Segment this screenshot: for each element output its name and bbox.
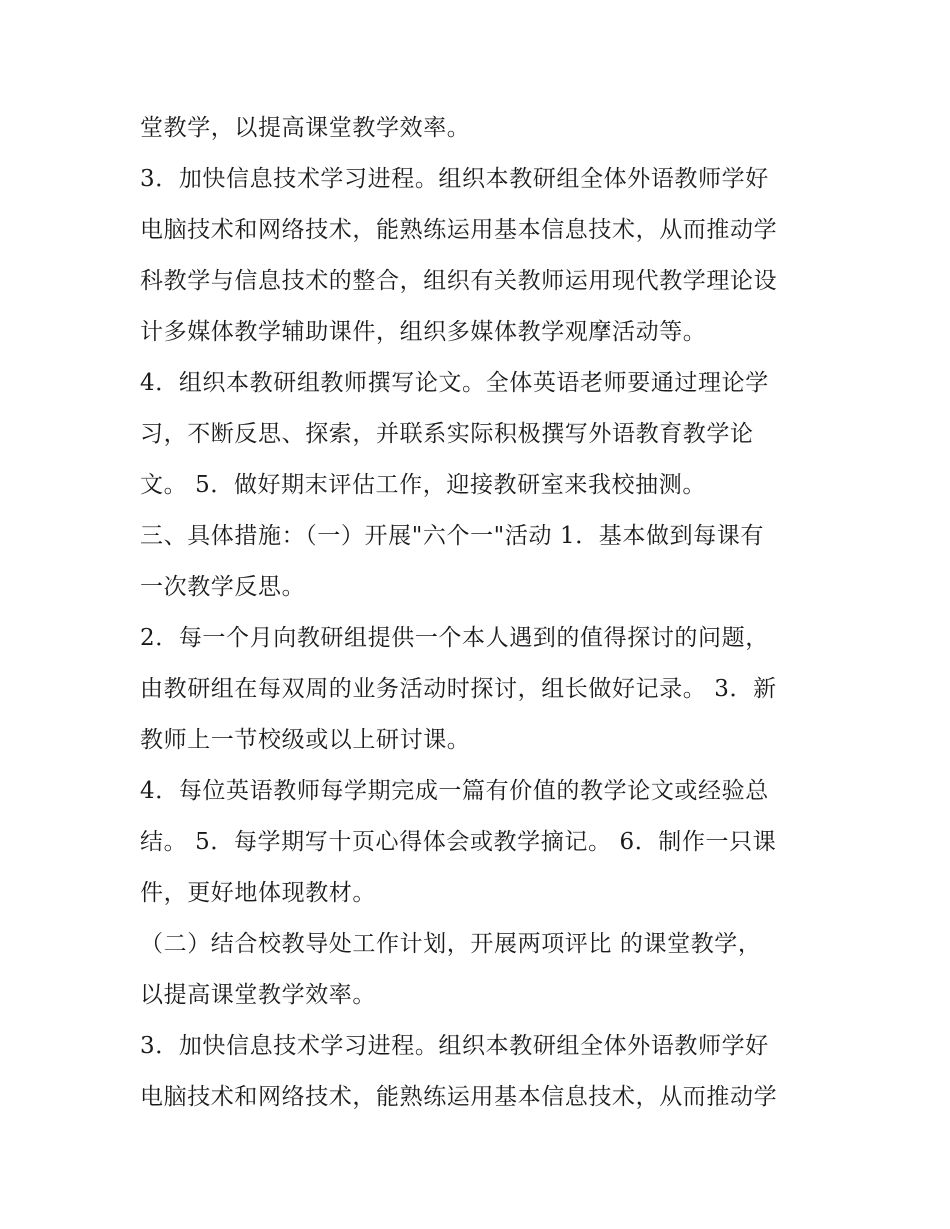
text-line: 习，不断反思、探索，并联系实际积极撰写外语教育教学论	[140, 421, 754, 447]
text-line: 科教学与信息技术的整合，组织有关教师运用现代教学理论设	[140, 268, 778, 294]
text-line: 3．加快信息技术学习进程。组织本教研组全体外语教师学好	[140, 1033, 769, 1059]
text-line: 4．组织本教研组教师撰写论文。全体英语老师要通过理论学	[140, 370, 769, 396]
text-line: 4．每位英语教师每学期完成一篇有价值的教学论文或经验总	[140, 778, 769, 804]
document-body	[140, 103, 820, 1123]
text-line: 件，更好地体现教材。	[140, 880, 376, 906]
text-line: 堂教学，以提高课堂教学效率。	[140, 115, 471, 141]
text-line: （二）结合校教导处工作计划，开展两项评比 的课堂教学，	[140, 931, 762, 957]
text-line: 三、具体措施：（一）开展"六个一"活动 1．基本做到每课有	[140, 523, 765, 549]
text-line: 文。 5．做好期末评估工作，迎接教研室来我校抽测。	[140, 472, 706, 498]
text-line: 3．加快信息技术学习进程。组织本教研组全体外语教师学好	[140, 166, 769, 192]
text-line: 电脑技术和网络技术，能熟练运用基本信息技术，从而推动学	[140, 217, 778, 243]
text-line: 计多媒体教学辅助课件，组织多媒体教学观摩活动等。	[140, 319, 707, 345]
text-line: 电脑技术和网络技术，能熟练运用基本信息技术，从而推动学	[140, 1084, 778, 1110]
text-line: 以提高课堂教学效率。	[140, 982, 376, 1008]
text-line: 2．每一个月向教研组提供一个本人遇到的值得探讨的问题，	[140, 625, 769, 651]
text-line: 教师上一节校级或以上研讨课。	[140, 727, 471, 753]
text-line: 一次教学反思。	[140, 574, 306, 600]
text-line: 由教研组在每双周的业务活动时探讨，组长做好记录。 3．新	[140, 676, 777, 702]
text-line: 结。 5．每学期写十页心得体会或教学摘记。 6．制作一只课	[140, 829, 777, 855]
